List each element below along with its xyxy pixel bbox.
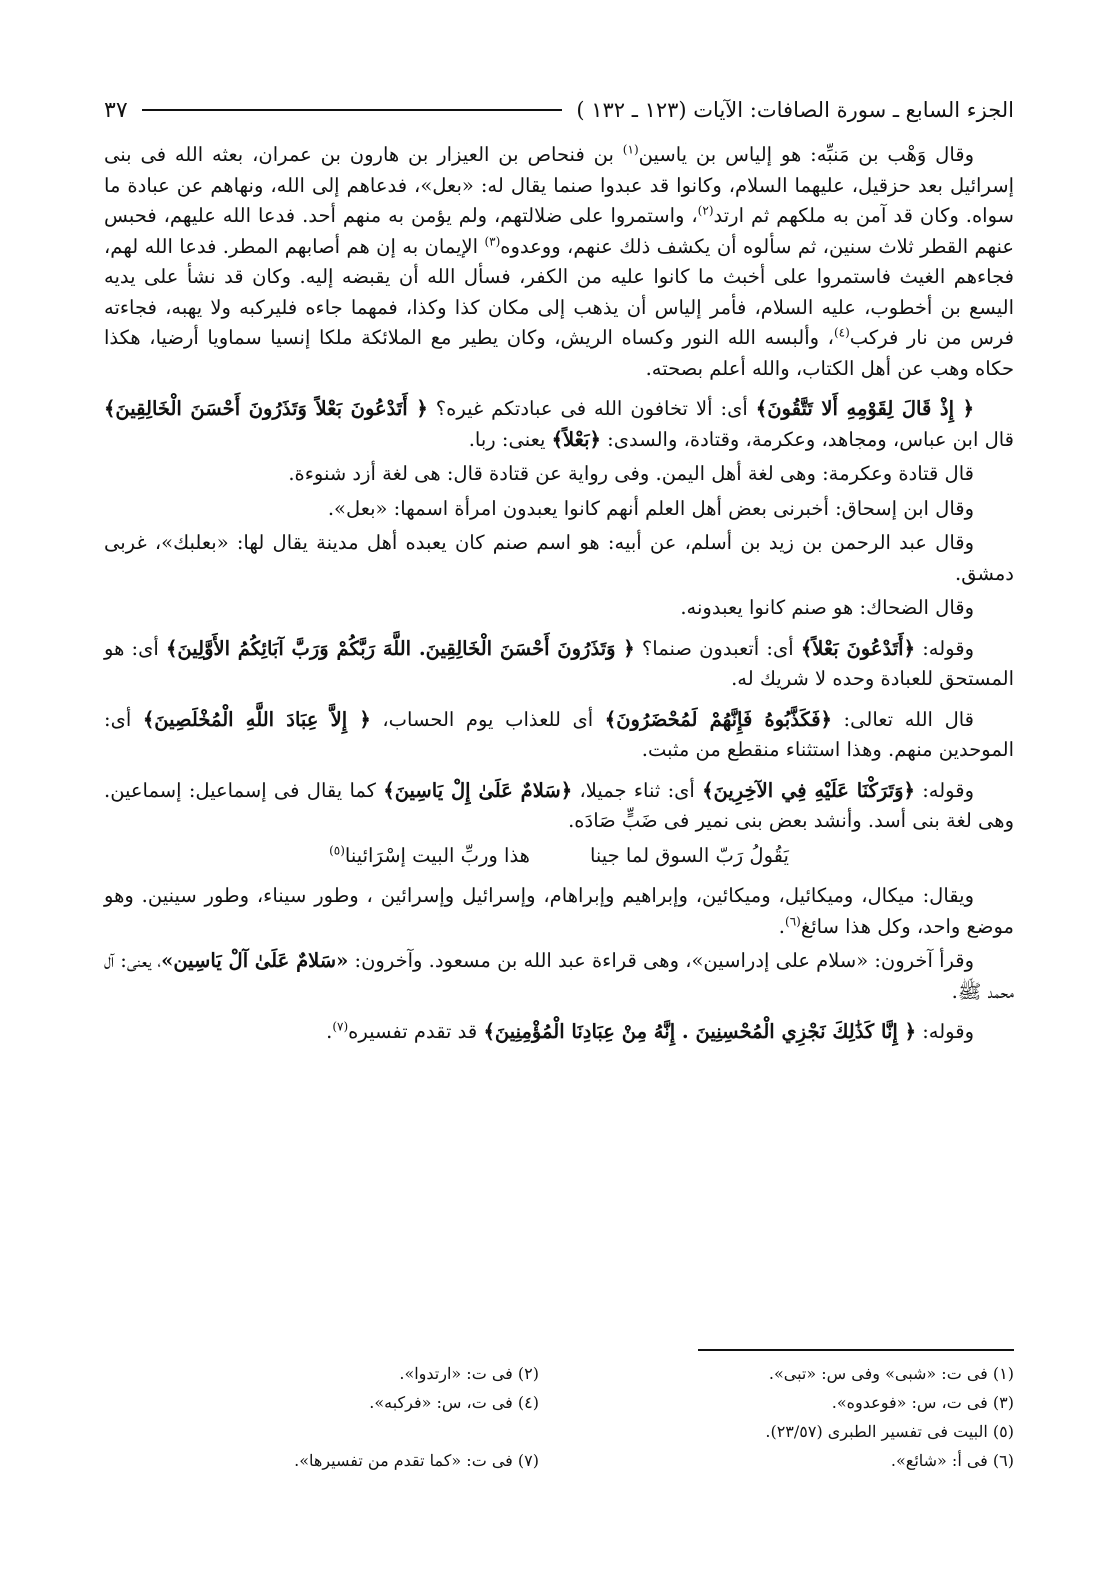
paragraph (104, 140, 1014, 384)
footnote-separator (698, 1349, 1014, 1351)
quran-verse: ﴿أَتَدْعُونَ بَعْلاً﴾ (800, 636, 916, 660)
text-run: . (326, 1020, 333, 1043)
text-run: قال الله تعالى: (831, 707, 975, 731)
text-run: ويقال: ميكال، وميكائيل، وميكائين، وإبراهيم وإبراهام، وإسرائيل وإسرائين ، وطور سيناء، وطور سينين. وهو موضع واحد، وكل هذا سائغ (104, 884, 1014, 938)
paragraph (104, 394, 1014, 455)
paragraph (104, 634, 1014, 695)
poem-hemistich-1: يَقُولُ رَبّ السوق لما جينا (589, 843, 789, 867)
quran-verse: ﴿فَكَذَّبُوهُ فَإِنَّهُمْ لَمُحْضَرُونَ﴾ (604, 707, 832, 731)
quran-verse: ﴿بَعْلاً﴾ (551, 427, 601, 451)
quran-verse: ﴿ إِذْ قَالَ لِقَوْمِهِ أَلا تَتَّقُونَ﴾ (755, 397, 974, 420)
text-run: وقال الضحاك: هو صنم كانوا يعبدونه. (680, 596, 974, 619)
footnote-ref[interactable]: (٥) (329, 843, 345, 857)
text-run: أى: الموحدين منهم. وهذا استثناء منقطع من مثبت. (104, 707, 1014, 761)
quran-verse: ﴿ إِلاَّ عِبَادَ اللَّهِ الْمُخْلَصِينَ﴾ (142, 707, 371, 731)
text-run: بن فنحاص بن العيزار بن هارون بن عمران، بعثه الله فى بنى إسرائيل بعد حزقيل، عليهما السلام، وكانوا قد عبدوا صنما يقال له: «بعل»، فدعاهم إلى الله، ونهاهم عن عبادة ما سواه. وكان قد آمن به ملكهم ثم ارتد (104, 143, 1014, 227)
text-run: أى: ثناء جميلا، (572, 778, 703, 802)
footnote: (١) فى ت: «شبى» وفى س: «تبى». (768, 1364, 1014, 1383)
text-run: ، واستمروا على ضلالتهم، ولم يؤمن به منهم أحد. فدعا الله عليهم، فحبس عنهم القطر ثلاث سنين، ثم سألوه أن يكشف ذلك عنهم، ووعدوه (104, 204, 1015, 258)
footnote: (٢) فى ت: «ارتدوا». (399, 1364, 539, 1383)
text-run: الإيمان به إن هم أصابهم المطر. فدعا الله لهم، فجاءهم الغيث فاستمروا على أخبث ما كانوا عليه من الكفر، فسأل الله أن يقبضه إليه. وكان قد نشأ على يديه اليسع بن أخطوب، عليه السلام، فأمر إلياس أن يذهب إلى مكان كذا وكذا، فمهما جاءه فليركبه ولا يهبه، فجاءته فرس من نار فركب (104, 234, 1014, 349)
text-run: كما يقال فى إسماعيل: إسماعين. وهى لغة بنى أسد. وأنشد بعض بنى نمير فى ضَبٍّ صَادَه. (104, 778, 1014, 832)
quran-verse: ﴿ إِنَّا كَذَٰلِكَ نَجْزِي الْمُحْسِنِينَ . إِنَّهُ مِنْ عِبَادِنَا الْمُؤْمِنِينَ﴾ (483, 1020, 917, 1043)
quran-verse: ﴿وَتَرَكْنَا عَلَيْهِ فِي الآخِرِينَ﴾ (702, 778, 915, 802)
text-run: يعنى: ربا. (468, 427, 552, 451)
quran-verse: ﴿ أَتَدْعُونَ بَعْلاً وَتَذَرُونَ أَحْسَنَ الْخَالِقِينَ﴾ (104, 397, 428, 420)
chapter-title: الجزء السابع ـ سورة الصافات: الآيات (١٢٣ ـ ١٣٢ ) (576, 98, 1014, 122)
footnote-ref[interactable]: (٣) (484, 234, 501, 248)
footnote: (٤) فى ت، س: «فركبه». (369, 1393, 539, 1412)
text-run: وقرأ آخرون: «سلام على إدراسين»، وهى قراءة عبد الله بن مسعود. وآخرون: (348, 949, 974, 972)
running-header (104, 92, 1014, 128)
text-run: ، يعنى: آل محمد ﷺ. (104, 949, 1014, 1003)
paragraph (104, 494, 1014, 525)
text-run: قد تقدم تفسيره (348, 1020, 484, 1043)
footnote-ref[interactable]: (٢) (697, 203, 714, 218)
footnote-ref[interactable]: (٧) (332, 1019, 349, 1034)
text-run: أى: هو المستحق للعبادة وحده لا شريك له. (104, 636, 1014, 690)
footnote-ref[interactable]: (٦) (785, 914, 801, 928)
paragraph (104, 459, 1014, 490)
quran-verse: ﴿ وَتَذَرُونَ أَحْسَنَ الْخَالِقِينَ. اللَّهَ رَبَّكُمْ وَرَبَّ آبَائِكُمُ الأَوَّلِينَ﴾ (165, 636, 635, 660)
paragraph (104, 881, 1014, 942)
poem-hemistich-2: هذا وربِّ البيت إسْرَائينا$^{(٥)}$ (329, 843, 530, 867)
footnotes (104, 1360, 1014, 1474)
text-run: ، وألبسه الله النور وكساه الريش، وكان يطير مع الملائكة ملكا إنسيا سماويا أرضيا، هكذا حكاه وهب عن أهل الكتاب، والله أعلم بصحته. (104, 326, 1014, 380)
paragraph (104, 528, 1014, 589)
page-number: ٣٧ (104, 97, 128, 123)
footnote-ref[interactable]: (٤) (833, 325, 850, 340)
header-rule (142, 109, 563, 111)
paragraph (104, 776, 1014, 837)
footnote-ref[interactable]: (١) (622, 142, 639, 157)
text-run: أى: ألا تخافون الله فى عبادتكم غيره؟ (427, 397, 756, 420)
quran-verse: «سَلامٌ عَلَىٰ آلْ يَاسِين» (161, 949, 349, 972)
paragraph (104, 705, 1014, 766)
text-run: وقال ابن إسحاق: أخبرنى بعض أهل العلم أنهم كانوا يعبدون امرأة اسمها: «بعل». (327, 496, 974, 520)
text-run: أى: أتعبدون صنما؟ (634, 636, 801, 660)
text-run: وقوله: (915, 636, 974, 660)
paragraphs-after (104, 881, 1014, 1048)
quran-verse: ﴿سَلامٌ عَلَىٰ إِلْ يَاسِينَ﴾ (383, 778, 573, 802)
footnote-empty (104, 1418, 539, 1445)
footnote: (٥) البيت فى تفسير الطبرى (٢٣/٥٧). (765, 1422, 1014, 1441)
main-text (104, 140, 1014, 1052)
paragraphs-before (104, 140, 1014, 837)
text-run: قال قتادة وعكرمة: وهى لغة أهل اليمن. وفى رواية عن قتادة قال: هى لغة أزد شنوءة. (288, 462, 974, 485)
paragraph (104, 593, 1014, 624)
footnote: (٦) فى أ: «شائع». (890, 1451, 1014, 1470)
poem-verse (104, 841, 1014, 872)
text-run: وقال وَهْب بن مَنبِّه: هو إلياس بن ياسين (638, 143, 974, 166)
text-run: أى للعذاب يوم الحساب، (370, 707, 605, 731)
text-run: قال ابن عباس، ومجاهد، وعكرمة، وقتادة، والسدى: (600, 427, 1014, 451)
text-run: وقوله: (914, 778, 974, 802)
paragraph (104, 946, 1014, 1007)
text-run: . (778, 914, 785, 938)
text-run: وقوله: (916, 1020, 974, 1043)
footnote: (٧) فى ت: «كما تقدم من تفسيرها». (294, 1451, 539, 1470)
text-run: وقال عبد الرحمن بن زيد بن أسلم، عن أبيه: هو اسم صنم كان يعبده أهل مدينة يقال لها: «بعلبك»، غربى دمشق. (104, 531, 1014, 585)
paragraph (104, 1017, 1014, 1048)
footnote: (٣) فى ت، س: «فوعدوه». (831, 1393, 1014, 1412)
